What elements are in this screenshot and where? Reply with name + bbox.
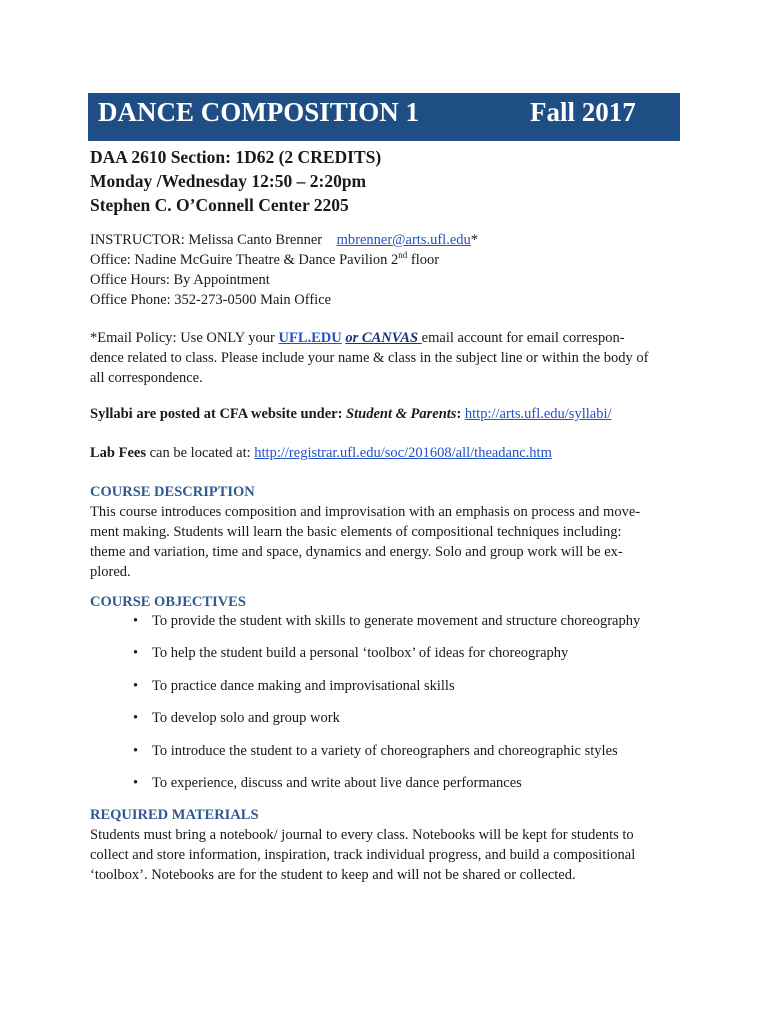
course-description-heading: COURSE DESCRIPTION: [90, 484, 255, 500]
objective-text: To practice dance making and improvisational skills: [152, 677, 455, 694]
email-policy-prefix: *Email Policy: Use ONLY your: [90, 330, 279, 346]
office-hours-line: Office Hours: By Appointment: [90, 272, 270, 288]
office-line: [90, 250, 690, 270]
list-item: [133, 773, 640, 805]
course-title: DANCE COMPOSITION 1: [98, 97, 420, 127]
materials-line: ‘toolbox’. Notebooks are for the student to keep and will not be shared or collected.: [90, 867, 576, 883]
description-line: ment making. Students will learn the basic elements of compositional techniques including:: [90, 524, 622, 540]
bullet-marker: •: [133, 742, 139, 759]
title-banner: [88, 93, 680, 141]
objective-text: To help the student build a personal ‘toolbox’ of ideas for choreography: [152, 645, 569, 662]
canvas-link[interactable]: or CANVAS: [345, 330, 422, 346]
materials-line: collect and store information, inspiration, track individual progress, and build a compositional: [90, 847, 636, 863]
lab-fees-url-link[interactable]: http://registrar.ufl.edu/soc/201608/all/theadanc.htm: [254, 445, 552, 461]
list-item: [133, 676, 640, 708]
course-schedule-line: Monday /Wednesday 12:50 – 2:20pm: [90, 171, 367, 191]
instructor-label: INSTRUCTOR: Melissa Canto Brenner: [90, 232, 323, 248]
office-ordinal: nd: [398, 250, 408, 261]
required-materials: [90, 805, 690, 885]
bullet-marker: •: [133, 613, 139, 629]
syllabi-line: [90, 404, 690, 424]
instructor-email-link[interactable]: mbrenner@arts.ufl.edu: [336, 232, 471, 248]
ufl-edu-link[interactable]: UFL.EDU: [278, 330, 342, 346]
office-phone-line: Office Phone: 352-273-0500 Main Office: [90, 292, 332, 308]
description-line: This course introduces composition and improvisation with an emphasis on process and move-: [90, 504, 641, 520]
email-policy-line-3: all correspondence.: [90, 370, 203, 386]
email-policy-line-1: [90, 328, 690, 348]
course-location-line: Stephen C. O’Connell Center 2205: [90, 195, 349, 215]
objective-text: To introduce the student to a variety of choreographers and choreographic styles: [152, 742, 618, 759]
course-term: Fall 2017: [530, 97, 636, 127]
syllabi-url-link[interactable]: http://arts.ufl.edu/syllabi/: [464, 406, 612, 422]
course-code-line: DAA 2610 Section: 1D62 (2 CREDITS): [90, 147, 382, 167]
instructor-email-asterisk: *: [470, 232, 479, 248]
email-policy-suffix: email account for email correspon-: [421, 330, 625, 346]
list-item: [133, 643, 640, 675]
materials-line: Students must bring a notebook/ journal to every class. Notebooks will be kept for students to: [90, 827, 634, 843]
course-info: [90, 145, 690, 217]
bullet-marker: •: [133, 774, 139, 791]
objective-text: To provide the student with skills to generate movement and structure choreography: [152, 613, 641, 629]
syllabi-label: Syllabi are posted at CFA website under:: [90, 406, 347, 422]
lab-fees-line: [90, 443, 690, 463]
email-policy-line-2: dence related to class. Please include your name & class in the subject line or within the body of: [90, 350, 649, 366]
syllabi-path: Student & Parents: [346, 406, 457, 422]
office-suffix: floor: [407, 252, 440, 268]
list-item: [133, 708, 640, 740]
lab-fees-text: can be located at:: [145, 445, 255, 461]
bullet-marker: •: [133, 710, 139, 727]
bullet-marker: •: [133, 645, 139, 662]
office-text: Office: Nadine McGuire Theatre & Dance Pavilion 2: [90, 252, 399, 268]
instructor-contact: [90, 230, 690, 310]
syllabi-notice: [90, 404, 690, 424]
objective-text: To experience, discuss and write about live dance performances: [152, 774, 522, 791]
lab-fees-notice: [90, 443, 690, 463]
required-materials-heading: REQUIRED MATERIALS: [90, 807, 259, 823]
lab-fees-label: Lab Fees: [90, 445, 146, 461]
objective-text: To develop solo and group work: [152, 710, 340, 727]
email-policy: [90, 328, 690, 388]
syllabi-colon: :: [456, 406, 465, 422]
course-objectives-heading: COURSE OBJECTIVES: [90, 594, 246, 610]
bullet-marker: •: [133, 677, 139, 694]
objectives-list: [133, 611, 640, 805]
list-item: [133, 741, 640, 773]
instructor-line: [90, 230, 690, 250]
list-item: [133, 611, 640, 643]
description-line: plored.: [90, 564, 131, 580]
description-line: theme and variation, time and space, dynamics and energy. Solo and group work will be ex-: [90, 544, 623, 560]
course-description: [90, 482, 690, 582]
